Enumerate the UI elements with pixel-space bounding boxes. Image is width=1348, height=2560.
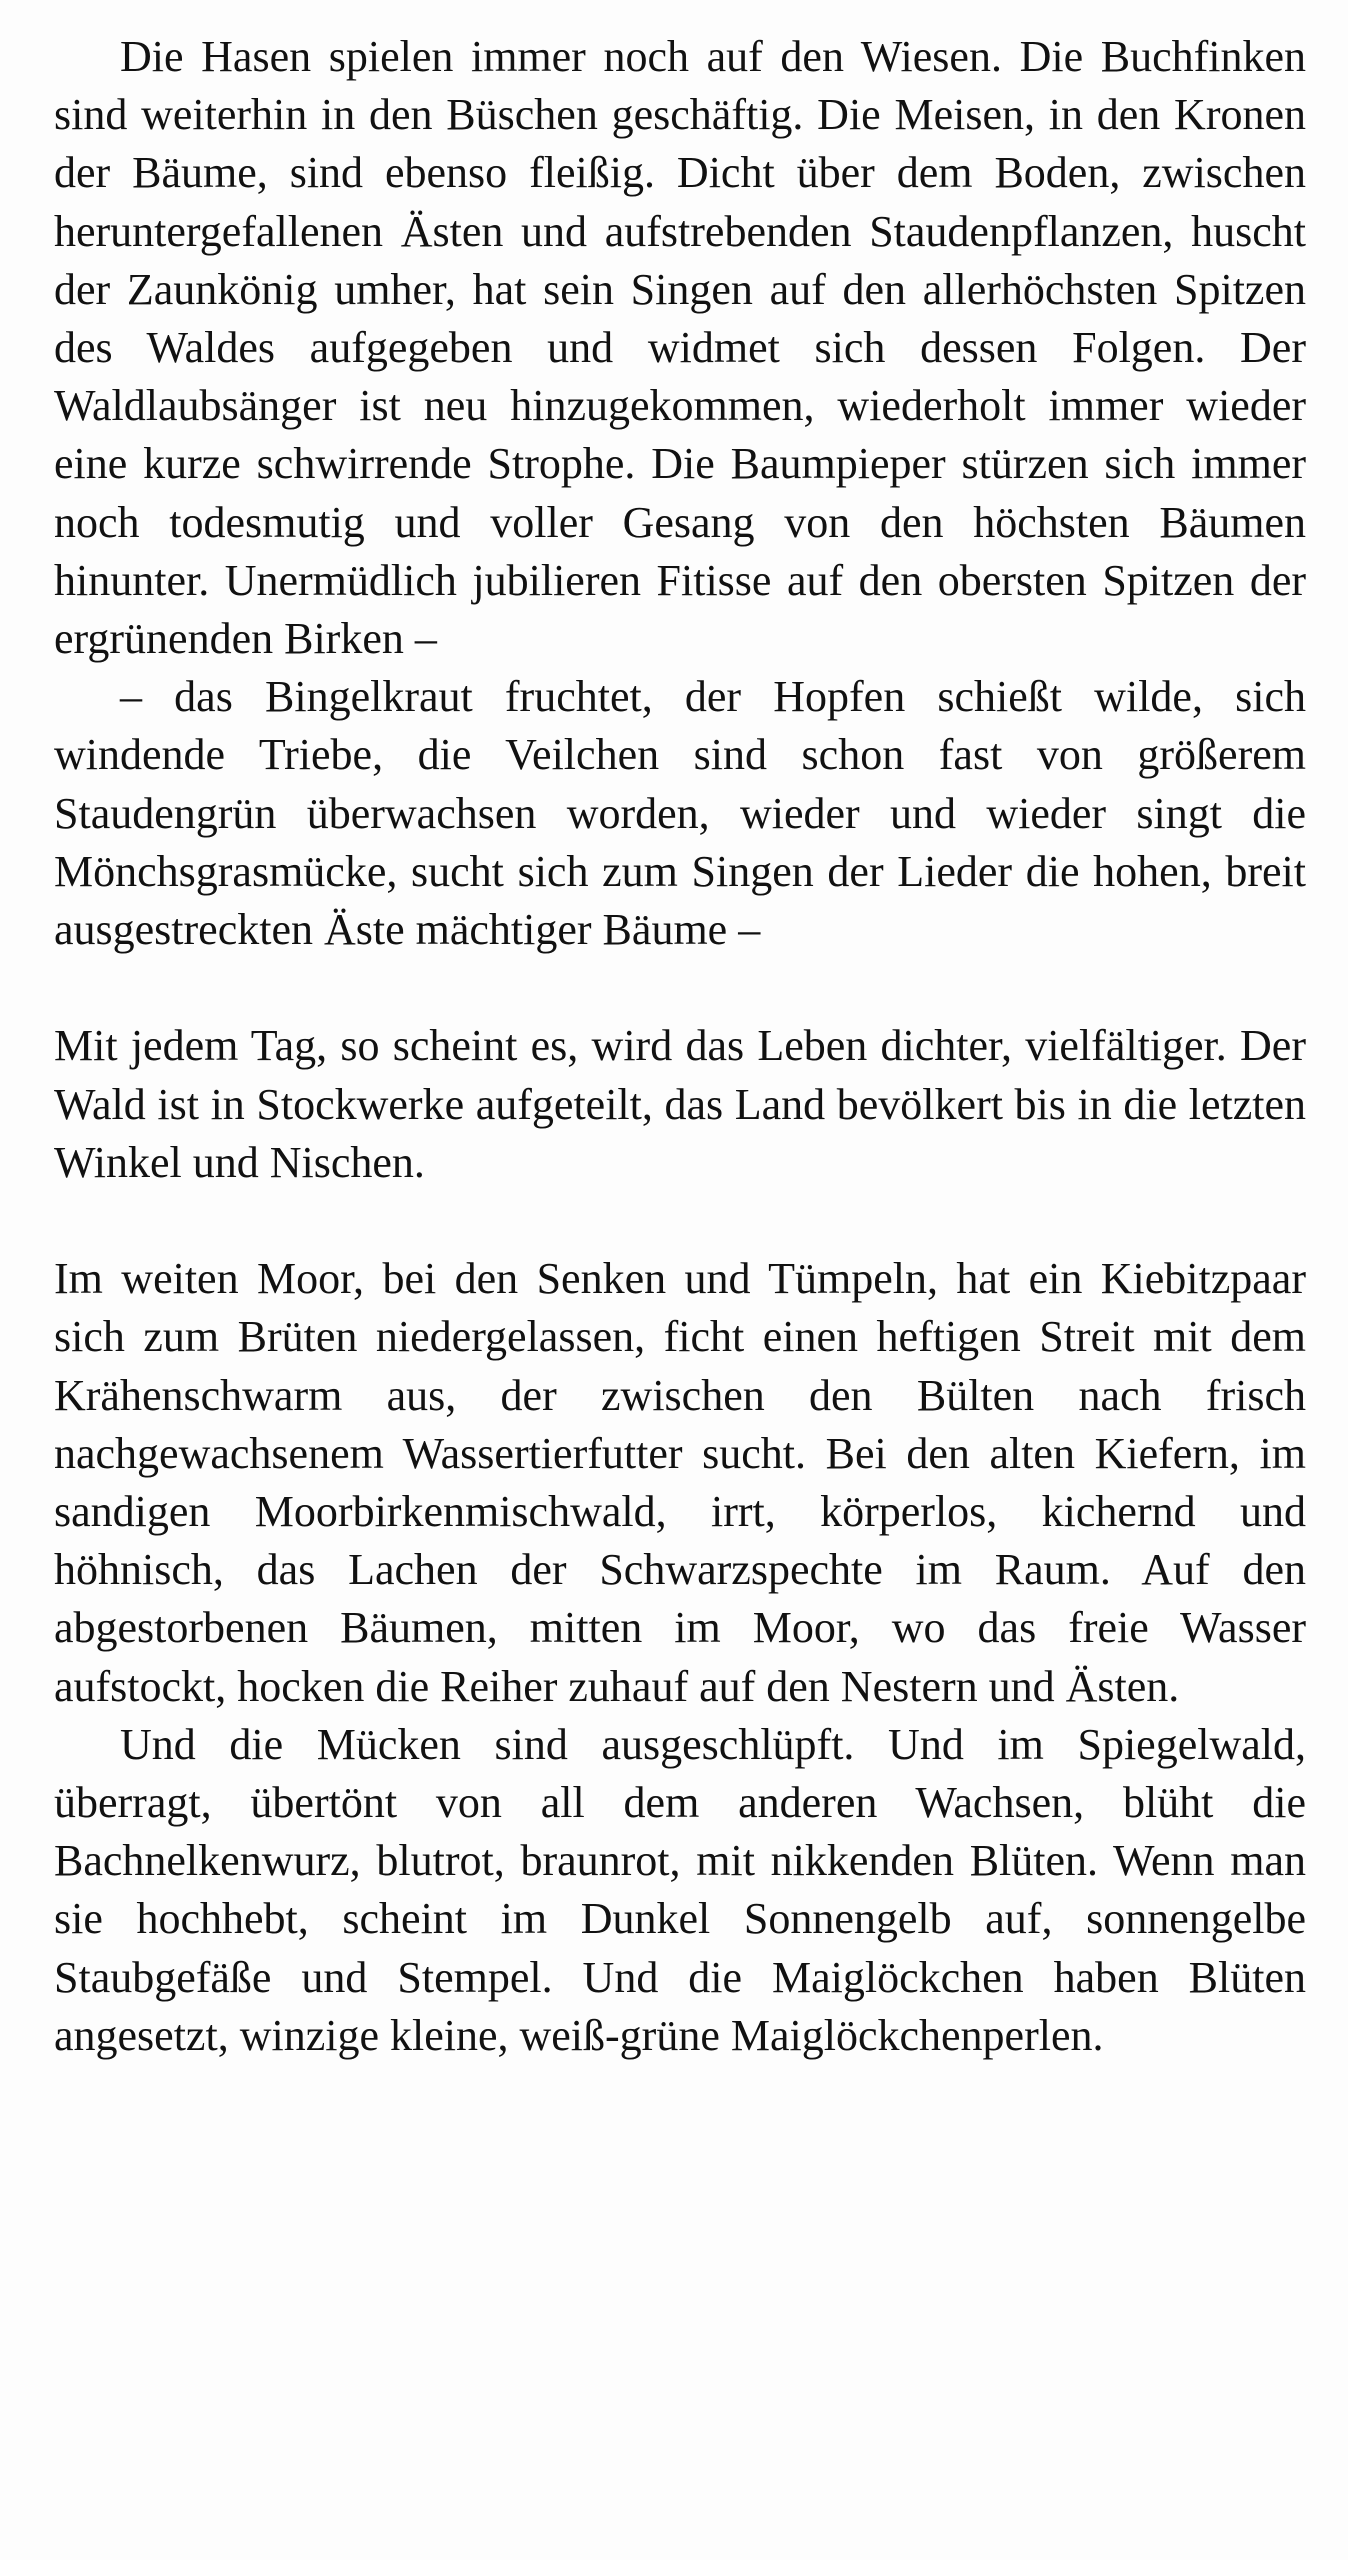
- section-break: [54, 959, 1306, 1017]
- paragraph-4: Im weiten Moor, bei den Senken und Tümpeln, hat ein Kiebitzpaar sich zum Brüten niedergelassen, ficht einen heftigen Streit mit dem Krähenschwarm aus, der zwischen den Bülten nach frisch nachgewachsenem Wassertierfutter sucht. Bei den alten Kiefern, im sandigen Moorbirkenmischwald, irrt, körperlos, kichernd und höhnisch, das Lachen der Schwarzspechte im Raum. Auf den abgestorbenen Bäumen, mitten im Moor, wo das freie Wasser aufstockt, hocken die Reiher zuhauf auf den Nestern und Ästen.: [54, 1254, 1306, 1711]
- paragraph-2: – das Bingelkraut fruchtet, der Hopfen schießt wilde, sich windende Triebe, die Veilchen sind schon fast von größerem Staudengrün überwachsen worden, wieder und wieder singt die Mönchsgrasmücke, sucht sich zum Singen der Lieder die hohen, breit ausgestreckten Äste mächtiger Bäume –: [54, 672, 1306, 955]
- page-body-text: [54, 28, 1306, 2065]
- paragraph-5: Und die Mücken sind ausgeschlüpft. Und im Spiegelwald, überragt, übertönt von all dem anderen Wachsen, blüht die Bachnelkenwurz, blutrot, braunrot, mit nikkenden Blüten. Wenn man sie hochhebt, scheint im Dunkel Sonnengelb auf, sonnengelbe Staubgefäße und Stempel. Und die Maiglöckchen haben Blüten angesetzt, winzige kleine, weiß-grüne Maiglöckchenperlen.: [54, 1719, 1306, 2060]
- paragraph-1: Die Hasen spielen immer noch auf den Wiesen. Die Buchfinken sind weiterhin in den Büschen geschäftig. Die Meisen, in den Kronen der Bäume, sind ebenso fleißig. Dicht über dem Boden, zwischen heruntergefallenen Ästen und aufstrebenden Staudenpflanzen, huscht der Zaunkönig umher, hat sein Singen auf den allerhöchsten Spitzen des Waldes aufgegeben und widmet sich dessen Folgen. Der Waldlaubsänger ist neu hinzugekommen, wiederholt immer wieder eine kurze schwirrende Strophe. Die Baumpieper stürzen sich immer noch todesmutig und voller Gesang von den höchsten Bäumen hinunter. Unermüdlich jubilieren Fitisse auf den obersten Spitzen der ergrünenden Birken –: [54, 32, 1306, 664]
- section-break: [54, 1192, 1306, 1250]
- paragraph-3: Mit jedem Tag, so scheint es, wird das Leben dichter, vielfältiger. Der Wald ist in Stockwerke aufgeteilt, das Land bevölkert bis in die letzten Winkel und Nischen.: [54, 1021, 1306, 1187]
